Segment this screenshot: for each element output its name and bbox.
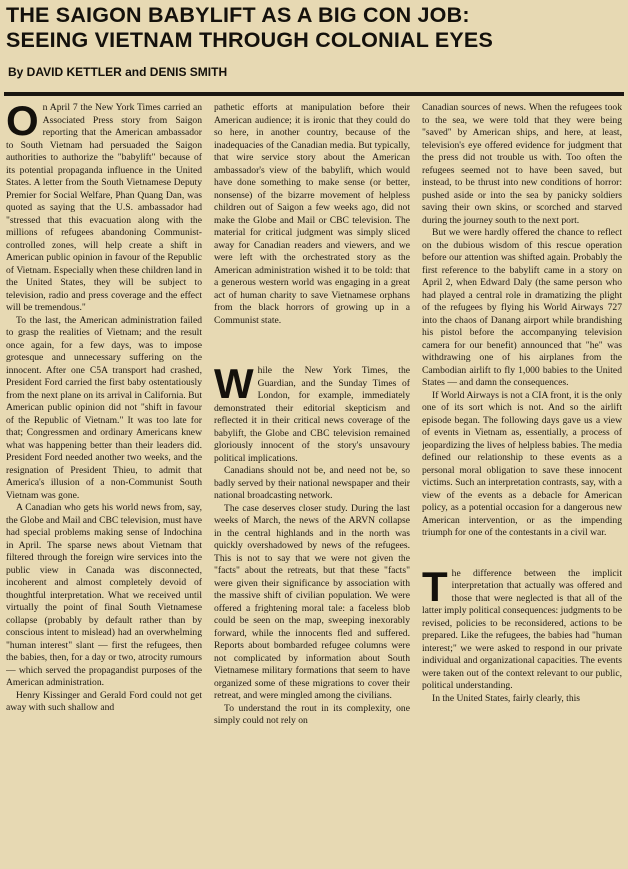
paragraph: Henry Kissinger and Gerald Ford could not get away with such shallow and [6,689,202,713]
paragraph: On April 7 the New York Times carried an Associated Press story from Saigon reporting that the American ambassador to South Vietnam had persuaded the Saigon authorities to authorize the "babylift" because of its potential propaganda influence in the United States. A letter from the South Vietnamese Deputy Premier for Social Welfare, Phan Quang Dan, was quoted as saying that the U.S. ambassador had "stressed that this evacuation along with the millions of refugees abandoning Communist-controlled zones, will help create a shift in American public opinion in favour of the Republic of Vietnam. Especially when these children land in the United States, they will be subject to television, radio and press coverage and the effect will be tremendous." [6,102,202,313]
drop-cap: O [6,102,39,144]
paragraph: To understand the rout in its complexity, one simply could not rely on [214,702,410,726]
paragraph: pathetic efforts at manipulation before their American audience; it is ironic that they could do so here, in another country, because of the inadequacies of the Canadian media. But typically, that wire service story about the American ambassador's view of the babylift, which would have done something to make sense (or better, nonsense) of the bizarre movement of helpless children out of Saigon a few weeks ago, did not make the Globe and Mail or CBC television. The material for critical judgment was simply sliced away for Canadian readers and viewers, and we were left with the orchestrated story as the American administration wished it to be told: that a generous western world was engaging in a great act of human charity to save Vietnamese orphans from the black horrors of growing up in a Communist state. [214,102,410,326]
drop-cap: T [422,562,448,610]
paragraph: The difference between the implicit interpretation that actually was offered and those that were neglected is that all of the latter imply political consequences: judgments to be revised, policies to be reconsidered, actions to be prepared. Like the refugees, the babies had "human interest;" we were asked to respond in our private individual and organizational capacities. The events were taken out of the context relevant to our public, political understanding. [422,562,622,691]
text-column-1 [6,102,202,864]
paragraph: The case deserves closer study. During the last weeks of March, the news of the ARVN collapse in the central highlands and in the north was quickly overshadowed by news of the refugees. This is not to say that we were not given the "facts" about the retreats, but that these "facts" were given their significance by association with the massive shift of civilian population. We were offered a frightening moral tale: a faceless blob could be seen on the map, sweeping inexorably forward, while the innocents fled and suffered. Reports about bombarded refugee columns were not complicated by information about South Vietnamese military formations that seem to have organized some of these migrations to cover their retreat, and were mingled among the civilians. [214,502,410,701]
paragraph: A Canadian who gets his world news from, say, the Globe and Mail and CBC television, must have had special problems making sense of Indochina in April. The sparse news about Vietnam that filtered through the foreign wire services into the public view in Canada was disconnected, incoherent and almost completely devoid of thoughtful interpretation. What we received until virtually the point of final South Vietnamese collapse (probably by default rather than by conscious intent to mislead) had an overwhelming "human interest" slant — first the refugees, then the babies, then, for a day or two, atrocity rumours — which served the propagandist purposes of the American administration. [6,502,202,688]
paragraph: But we were hardly offered the chance to reflect on the dubious wisdom of this rescue operation before our attention was shifted again. Probably the first reference to the babylift came in a story on April 2, when Edward Daly (the same person who had played a central role in dramatizing the plight of the refugees by flying his World Airways 727 into the chaos of Danang airport while brandishing his pistol before the accompanying television camera for our benefit) announced that "he" was withdrawing one of his airplanes from the Cambodian airlift to fly 1,000 babies to the United States — and damn the consequences. [422,227,622,388]
headline-line-2: SEEING VIETNAM THROUGH COLONIAL EYES [6,28,494,52]
paragraph: Canadian sources of news. When the refugees took to the sea, we were told that they were being "saved" by American ships, and here, at least, television's eye offered evidence for judgment that the press did not trouble us with. Too often the refugees seemed not to have been saved, but instead, to be thrust into new conditions of horror: pushed aside or into the sea by panicky soldiers saving their own skins, or scorched and starved during the journey south to the next port. [422,102,622,226]
text-column-2 [214,102,410,864]
headline-line-1: THE SAIGON BABYLIFT AS A BIG CON JOB: [6,3,470,27]
paragraph: While the New York Times, the Guardian, and the Sunday Times of London, for example, immediately demonstrated their editorial skepticism and reflected it in their critical news coverage of the babylift, the Globe and CBC television remained gloriously innocent of the story's unsavoury political implications. [214,360,410,464]
text-column-3 [422,102,622,864]
headline [6,3,622,53]
drop-cap: W [214,360,254,407]
byline: By DAVID KETTLER and DENIS SMITH [8,65,228,79]
paragraph: In the United States, fairly clearly, this [432,692,581,704]
paragraph: If World Airways is not a CIA front, it is the only one of its sort which is not. And so the airlift episode began. The following days gave us a view of events in Vietnam as, essentially, a process of jeopardizing the lives of helpless babies. The media defined our relationship to these events as a personal moral obligation to save these innocent victims. Such an interpretation contrasts, say, with a view of the events as a debacle for American policy, as a potential occasion for a dangerous new American intervention, or as the impending triumph for one of the contestants in a civil war. [422,389,622,538]
paragraph: Canadians should not be, and need not be, so badly served by their national newspaper and their national broadcasting network. [214,465,410,501]
paragraph: To the last, the American administration failed to grasp the realities of Vietnam; and the result once again, for a few days, was to impose grotesque and unnecessary suffering on the innocent. After one C5A transport had crashed, President Ford carried the first baby ostentatiously from the next plane on its arrival in California. But American public opinion did not "shift in favour of the Republic of Vietnam." It was too late for that; Congressmen and ordinary Americans knew what was happening better than their leaders did. President Ford needed another two weeks, and the resignation of President Thieu, to admit that America's illusion of a non-Communist South Vietnam was gone. [6,314,202,501]
section-spacer [422,540,622,568]
divider-rule [4,92,624,96]
